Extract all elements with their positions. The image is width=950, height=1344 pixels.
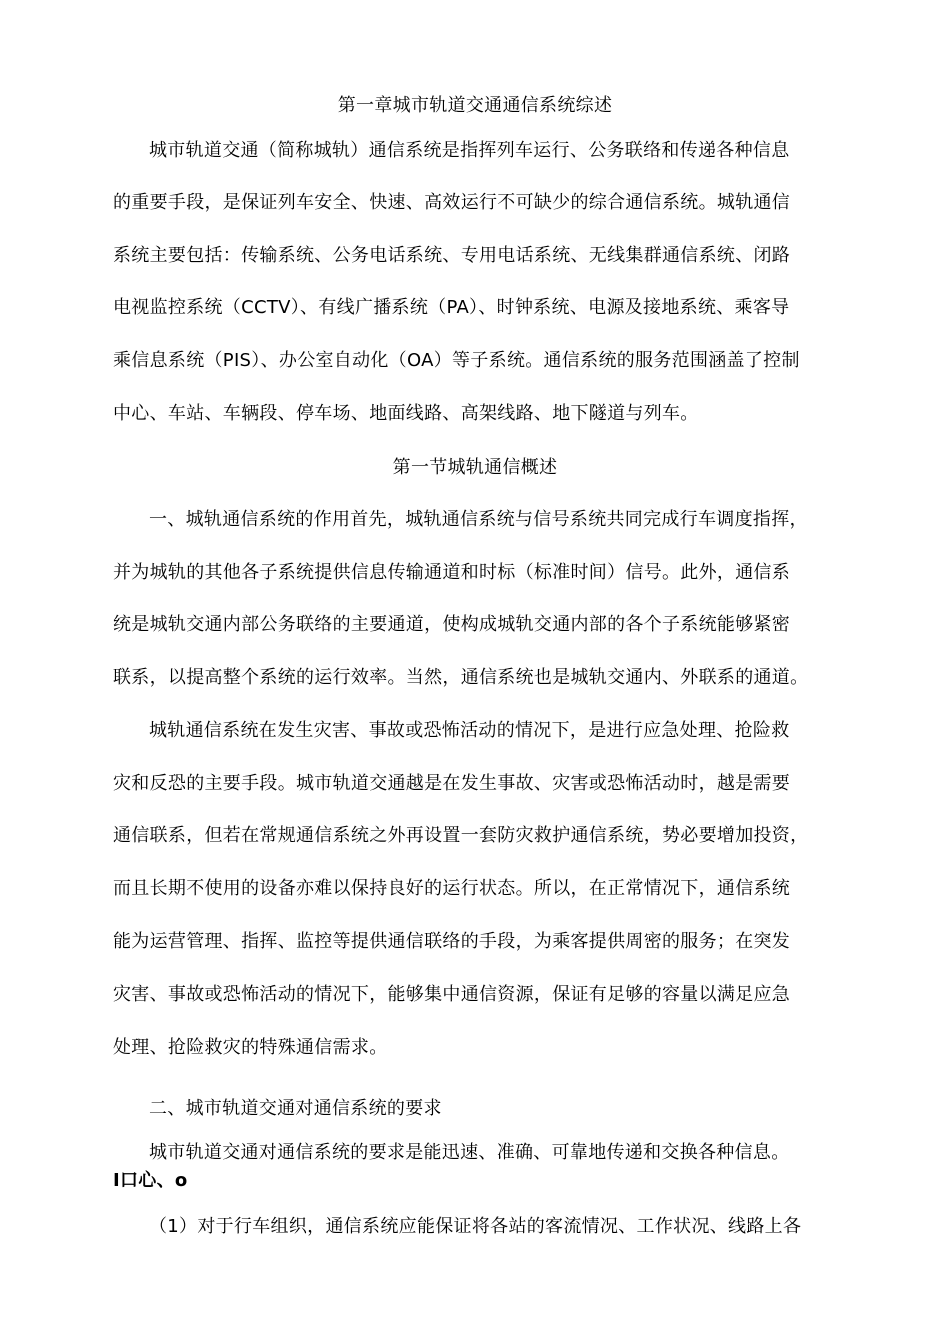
paragraph-line: 能为运营管理、指挥、监控等提供通信联络的手段，为乘客提供周密的服务；在突发	[113, 931, 791, 952]
paragraph-line: 一、城轨通信系统的作用首先，城轨通信系统与信号系统共同完成行车调度指挥，	[149, 509, 808, 530]
intro-line: 乘信息系统（PIS）、办公室自动化（OA）等子系统。通信系统的服务范围涵盖了控制	[113, 350, 800, 371]
paragraph-line: 城市轨道交通对通信系统的要求是能迅速、准确、可靠地传递和交换各种信息。	[149, 1142, 790, 1163]
ocr-fragment: I口心、o	[113, 1170, 188, 1191]
section-title: 第一节城轨通信概述	[392, 457, 558, 478]
paragraph-line: 灾害、事故或恐怖活动的情况下，能够集中通信资源，保证有足够的容量以满足应急	[113, 984, 791, 1005]
chapter-title: 第一章城市轨道交通通信系统综述	[337, 95, 613, 116]
intro-line: 城市轨道交通（简称城轨）通信系统是指挥列车运行、公务联络和传递各种信息	[149, 140, 790, 161]
subheading: 二、城市轨道交通对通信系统的要求	[149, 1098, 442, 1119]
intro-line: 电视监控系统（CCTV）、有线广播系统（PA）、时钟系统、电源及接地系统、乘客导	[113, 297, 790, 318]
intro-line: 中心、车站、车辆段、停车场、地面线路、高架线路、地下隧道与列车。	[113, 403, 699, 424]
paragraph-line: 处理、抢险救灾的特殊通信需求。	[113, 1037, 388, 1058]
paragraph-line: 联系，以提高整个系统的运行效率。当然，通信系统也是城轨交通内、外联系的通道。	[113, 667, 809, 688]
intro-line: 的重要手段，是保证列车安全、快速、高效运行不可缺少的综合通信系统。城轨通信	[113, 192, 791, 213]
paragraph-line: 城轨通信系统在发生灾害、事故或恐怖活动的情况下，是进行应急处理、抢险救	[149, 720, 790, 741]
paragraph-line: 通信联系，但若在常规通信系统之外再设置一套防灾救护通信系统，势必要增加投资，	[113, 825, 809, 846]
paragraph-line: 灾和反恐的主要手段。城市轨道交通越是在发生事故、灾害或恐怖活动时，越是需要	[113, 773, 791, 794]
intro-line: 系统主要包括：传输系统、公务电话系统、专用电话系统、无线集群通信系统、闭路	[113, 245, 791, 266]
paragraph-line: 而且长期不使用的设备亦难以保持良好的运行状态。所以，在正常情况下，通信系统	[113, 878, 791, 899]
paragraph-line: （1）对于行车组织，通信系统应能保证将各站的客流情况、工作状况、线路上各	[149, 1216, 802, 1237]
paragraph-line: 并为城轨的其他各子系统提供信息传输通道和时标（标准时间）信号。此外，通信系	[113, 562, 791, 583]
paragraph-line: 统是城轨交通内部公务联络的主要通道，使构成城轨交通内部的各个子系统能够紧密	[113, 614, 791, 635]
